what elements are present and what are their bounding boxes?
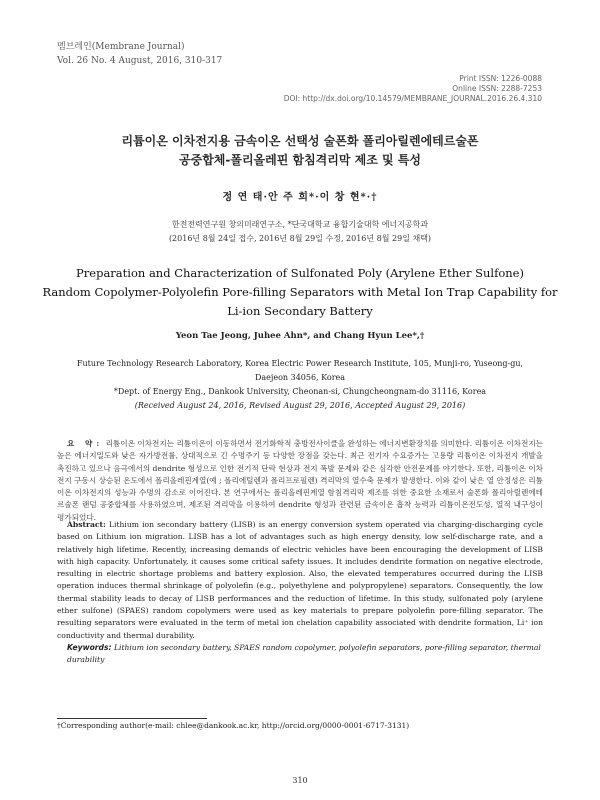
english-affiliation-line2: Daejeon 34056, Korea	[254, 373, 346, 382]
english-abstract-label: Abstract:	[67, 520, 106, 529]
english-abstract-text: Lithium ion secondary battery (LISB) is an energy conversion system operated via charging-discharging cycle based on Lithium ion migration. LISB has a lot of advantages such as high energy density, low self-discharge rate, and a relatively high lifetime. Recently, increasing demands of electric vehicles have been encouraging the development of LISB with high capacity. Unfortunately, it causes some critical safety issues. It includes dendrite formation on negative electrode, resulting in electric shortage problems and battery explosion. Also, the elevated temperatures occurred during the LISB operation induces thermal shrinkage of polyolefin (e.g., polyethylene and polypropylene) separators. Consequently, the low thermal stability leads to decay of LISB performances and the reduction of lifetime. In this study, sulfonated poly (arylene ether sulfone) (SPAES) random copolymers were used as key materials to prepare polyolefin pore-filling separator. The resulting separators were evaluated in the term of metal ion chelation capability associated with dendrite formation, Li⁺ ion conductivity and thermal durability.	[57, 520, 543, 640]
english-title	[0, 264, 600, 321]
received-dates: (Received August 24, 2016, Revised August 29, 2016, Accepted August 29, 2016)	[134, 401, 466, 410]
english-authors: Yeon Tae Jeong, Juhee Ahn*, and Chang Hyun Lee*,†	[175, 331, 425, 341]
korean-title	[0, 132, 600, 170]
journal-name: 멤브레인(Membrane Journal)	[57, 42, 185, 52]
english-title-line1: Preparation and Characterization of Sulfonated Poly (Arylene Ether Sulfone)	[76, 266, 524, 280]
korean-affiliation-line: 한전전력연구원 창의미래연구소, *단국대학교 융합기술대학 에너지공학과	[171, 220, 429, 229]
english-affiliation-line3: *Dept. of Energy Eng., Dankook University, Cheonan-si, Chungcheongnam-do 31116, Korea	[113, 387, 487, 396]
korean-affiliation	[0, 218, 600, 246]
english-abstract	[57, 519, 543, 642]
korean-dates: (2016년 8월 24일 접수, 2016년 8월 29일 수정, 2016년 8월 29일 채택)	[168, 234, 432, 243]
footnote: †Corresponding author(e-mail: chlee@dankook.ac.kr, http://orcid.org/0000-0001-6717-3131)	[57, 721, 410, 730]
english-affiliation-line1: Future Technology Research Laboratory, Korea Electric Power Research Institute, 105, Munji-ro, Yuseong-gu,	[76, 359, 524, 368]
issn-block	[284, 74, 542, 104]
english-title-line2: Random Copolymer-Polyolefin Pore-filling Separators with Metal Ion Trap Capability for	[42, 285, 558, 299]
doi: DOI: http://dx.doi.org/10.14579/MEMBRANE_JOURNAL.2016.26.4.310	[283, 94, 542, 103]
online-issn: Online ISSN: 2288-7253	[452, 84, 542, 93]
korean-abstract-label: 요 약:	[67, 439, 104, 448]
korean-authors: 정 연 태·안 주 희*·이 창 현*·†	[222, 192, 378, 203]
footnote-divider	[57, 718, 207, 719]
journal-volume: Vol. 26 No. 4 August, 2016, 310-317	[57, 56, 223, 66]
korean-title-line1: 리튬이온 이차전지용 금속이온 선택성 술폰화 폴리아릴렌에테르술폰	[121, 134, 479, 148]
print-issn: Print ISSN: 1226-0088	[459, 74, 542, 83]
english-title-line3: Li-ion Secondary Battery	[227, 304, 373, 318]
korean-abstract	[57, 438, 543, 524]
korean-abstract-text: 리튬이온 이차전지는 리튬이온이 이동하면서 전기화학적 충방전사이클을 완성하는 에너지변환장치를 의미한다. 리튬이온 이차전지는 높은 에너지밀도와 낮은 자가방전률, 상대적으로 긴 수명주기 등 다양한 장점을 갖는다. 최근 전기자 수요증가는 고용량 리튬이온 이차전지 개발을 촉진하고 있으나 음극에서의 dendrite 형성으로 인한 전기적 단락 현상과 전지 폭발 문제와 같은 심각한 안전문제를 야기한다. 또한, 리튬이온 이차전지 구동시 상승된 온도에서 폴리올레핀계열(예 ; 폴리에틸렌과 폴리프로필렌) 격리막의 열수축 문제가 발생한다. 이와 같이 낮은 열 안정성은 리튬이온 이차전지의 성능과 수명의 감소로 이어진다. 본 연구에서는 폴리올레핀계열 함침격리막 제조를 위한 중요한 소재로서 술폰화 폴리아릴렌에테르술폰 랜덤 공중합체를 사용하였으며, 제조된 격리막을 이용하여 dendrite 형성과 관련된 금속이온 흡착 능력과 리튬이온전도성, 열적 내구성이 평가되었다.	[57, 439, 544, 522]
page-number: 310	[292, 776, 308, 785]
keywords-text: Lithium ion secondary battery, SPAES random copolymer, polyolefin separators, pore-filling separator, thermal durability	[67, 643, 541, 664]
korean-title-line2: 공중합체-폴리올레핀 함침격리막 제조 및 특성	[179, 153, 421, 167]
keywords-label: Keywords:	[67, 643, 112, 652]
english-affiliation	[0, 357, 600, 413]
journal-header	[57, 40, 222, 68]
keywords	[67, 642, 543, 665]
